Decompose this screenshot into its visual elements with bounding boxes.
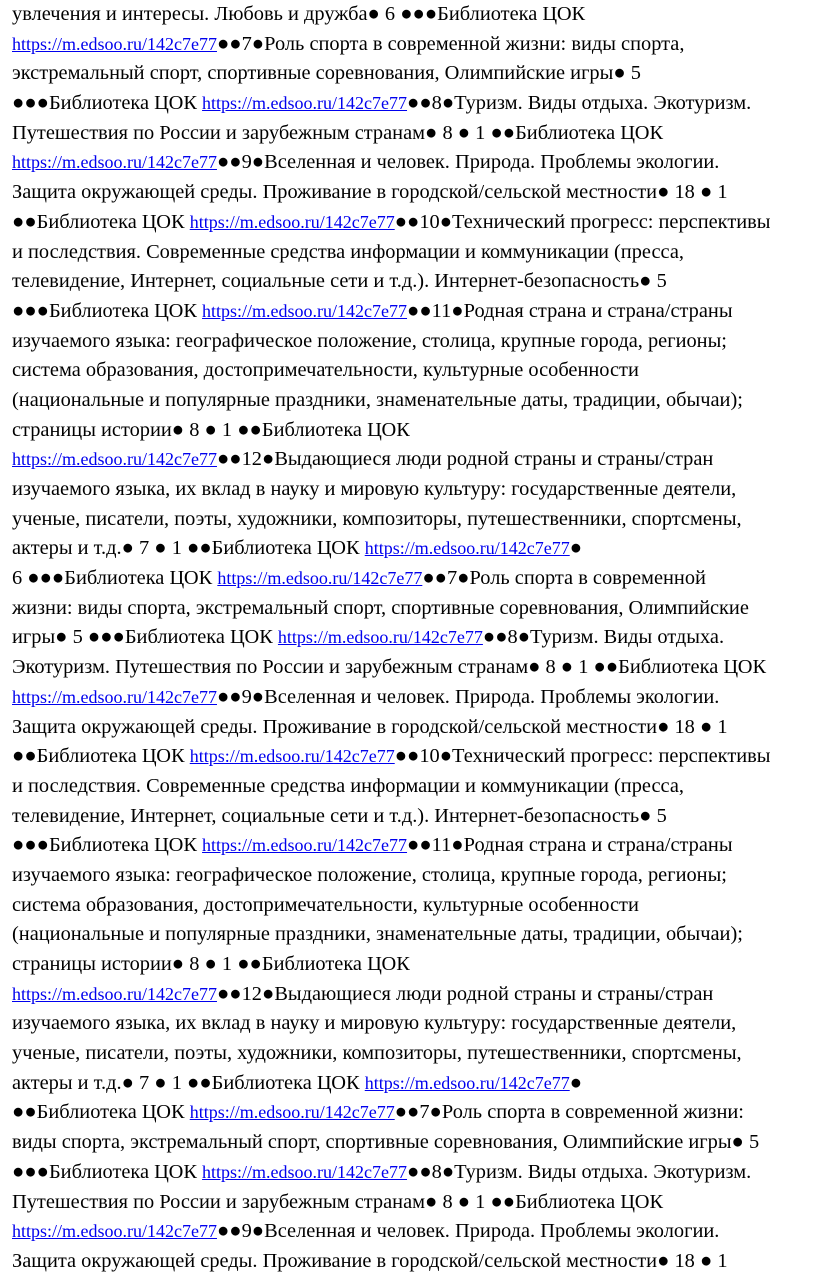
library-link[interactable]: https://m.edsoo.ru/142c7e77 [202,93,408,114]
text-line [12,445,812,475]
text-line [12,534,812,564]
text-segment: игры● 5 ●●●Библиотека ЦОК [12,626,278,649]
text-segment: ●●11●Родная страна и страна/страны [407,299,733,322]
document-body [12,0,812,1277]
text-segment: ● [569,1071,583,1094]
text-segment: ●●12●Выдающиеся люди родной страны и страны/стран [216,448,714,471]
text-segment: (национальные и популярные праздники, знаменательные даты, традиции, обычаи); [12,923,743,946]
text-segment: ученые, писатели, поэты, художники, композиторы, путешественники, спортсмены, [12,507,742,530]
text-line [12,59,812,89]
text-line [12,297,812,327]
text-segment: ●●7●Роль спорта в современной жизни: виды спорта, [216,32,685,55]
text-segment: изучаемого языка: географическое положение, столица, крупные города, регионы; [12,863,727,886]
text-segment: ●●11●Родная страна и страна/страны [407,834,733,857]
text-line [12,1247,812,1277]
text-line [12,683,812,713]
library-link[interactable]: https://m.edsoo.ru/142c7e77 [364,1072,570,1093]
text-segment: ●●9●Вселенная и человек. Природа. Проблемы экологии. [216,685,720,708]
text-line [12,1039,812,1069]
text-line [12,1098,812,1128]
text-segment: ●●8●Туризм. Виды отдыха. [482,626,725,649]
text-segment: ●●12●Выдающиеся люди родной страны и страны/стран [216,982,714,1005]
text-segment: ●●Библиотека ЦОК [12,1101,190,1124]
library-link[interactable]: https://m.edsoo.ru/142c7e77 [12,33,217,54]
text-segment: ●●●Библиотека ЦОК [12,92,203,115]
text-segment: виды спорта, экстремальный спорт, спортивные соревнования, Олимпийские игры● 5 [12,1131,760,1154]
text-line [12,950,812,980]
text-segment: (национальные и популярные праздники, знаменательные даты, традиции, обычаи); [12,388,743,411]
text-line [12,1009,812,1039]
text-segment: изучаемого языка, их вклад в науку и мировую культуру: государственные деятели, [12,1012,737,1035]
text-line [12,208,812,238]
library-link[interactable]: https://m.edsoo.ru/142c7e77 [202,1161,408,1182]
library-link[interactable]: https://m.edsoo.ru/142c7e77 [202,835,408,856]
library-link[interactable]: https://m.edsoo.ru/142c7e77 [12,152,217,173]
text-line [12,1069,812,1099]
text-segment: изучаемого языка: географическое положение, столица, крупные города, регионы; [12,329,727,352]
text-line [12,564,812,594]
text-line [12,178,812,208]
text-line [12,713,812,743]
text-segment: актеры и т.д.● 7 ● 1 ●●Библиотека ЦОК [12,1071,365,1094]
text-line [12,772,812,802]
text-segment: ● [569,537,583,560]
text-segment: ●●9●Вселенная и человек. Природа. Проблемы экологии. [216,151,720,174]
library-link[interactable]: https://m.edsoo.ru/142c7e77 [364,538,570,559]
library-link[interactable]: https://m.edsoo.ru/142c7e77 [189,1102,395,1123]
library-link[interactable]: https://m.edsoo.ru/142c7e77 [12,449,217,470]
text-line [12,831,812,861]
text-line [12,356,812,386]
library-link[interactable]: https://m.edsoo.ru/142c7e77 [189,746,395,767]
text-line [12,475,812,505]
text-line [12,267,812,297]
text-segment: экстремальный спорт, спортивные соревнования, Олимпийские игры● 5 [12,62,641,85]
text-line [12,861,812,891]
text-segment: ученые, писатели, поэты, художники, композиторы, путешественники, спортсмены, [12,1042,742,1065]
text-segment: ●●10●Технический прогресс: перспективы [394,745,771,768]
text-segment: Защита окружающей среды. Проживание в городской/сельской местности● 18 ● 1 [12,715,728,738]
text-segment: Защита окружающей среды. Проживание в городской/сельской местности● 18 ● 1 [12,1249,728,1272]
text-line [12,119,812,149]
text-segment: жизни: виды спорта, экстремальный спорт, спортивные соревнования, Олимпийские [12,596,749,619]
text-line [12,980,812,1010]
library-link[interactable]: https://m.edsoo.ru/142c7e77 [277,627,483,648]
text-segment: Путешествия по России и зарубежным странам● 8 ● 1 ●●Библиотека ЦОК [12,1190,664,1213]
text-segment: ●●7●Роль спорта в современной жизни: [394,1101,744,1124]
text-segment: ●●Библиотека ЦОК [12,745,190,768]
text-segment: и последствия. Современные средства информации и коммуникации (пресса, [12,774,684,797]
text-segment: телевидение, Интернет, социальные сети и т.д.). Интернет-безопасность● 5 [12,270,667,293]
text-line [12,505,812,535]
text-line [12,89,812,119]
text-segment: и последствия. Современные средства информации и коммуникации (пресса, [12,240,684,263]
text-segment: система образования, достопримечательности, культурные особенности [12,893,639,916]
text-segment: страницы истории● 8 ● 1 ●●Библиотека ЦОК [12,953,410,975]
text-segment: ●●8●Туризм. Виды отдыха. Экотуризм. [407,1160,752,1183]
text-line [12,1217,812,1247]
library-link[interactable]: https://m.edsoo.ru/142c7e77 [217,568,423,589]
library-link[interactable]: https://m.edsoo.ru/142c7e77 [12,686,217,707]
library-link[interactable]: https://m.edsoo.ru/142c7e77 [12,1221,217,1242]
text-line [12,742,812,772]
library-link[interactable]: https://m.edsoo.ru/142c7e77 [202,300,408,321]
text-segment: ●●8●Туризм. Виды отдыха. Экотуризм. [407,92,752,115]
text-line [12,238,812,268]
library-link[interactable]: https://m.edsoo.ru/142c7e77 [189,211,395,232]
text-segment: Защита окружающей среды. Проживание в городской/сельской местности● 18 ● 1 [12,181,728,204]
text-line [12,1188,812,1218]
text-line [12,653,812,683]
text-segment: телевидение, Интернет, социальные сети и т.д.). Интернет-безопасность● 5 [12,804,667,827]
text-line [12,0,812,30]
text-line [12,802,812,832]
text-line [12,148,812,178]
text-line [12,386,812,416]
text-line [12,327,812,357]
text-segment: Путешествия по России и зарубежным странам● 8 ● 1 ●●Библиотека ЦОК [12,121,664,144]
text-segment: актеры и т.д.● 7 ● 1 ●●Библиотека ЦОК [12,537,365,560]
text-line [12,416,812,446]
text-segment: увлечения и интересы. Любовь и дружба● 6 ●●●Библиотека ЦОК [12,3,586,25]
text-segment: система образования, достопримечательности, культурные особенности [12,359,639,382]
text-line [12,594,812,624]
text-segment: 6 ●●●Библиотека ЦОК [12,567,218,590]
text-line [12,623,812,653]
text-segment: ●●9●Вселенная и человек. Природа. Проблемы экологии. [216,1220,720,1243]
text-segment: Экотуризм. Путешествия по России и зарубежным странам● 8 ● 1 ●●Библиотека ЦОК [12,656,767,679]
text-line [12,1158,812,1188]
text-line [12,920,812,950]
text-segment: ●●Библиотека ЦОК [12,210,190,233]
text-segment: ●●10●Технический прогресс: перспективы [394,210,771,233]
text-segment: ●●●Библиотека ЦОК [12,834,203,857]
text-segment: ●●7●Роль спорта в современной [422,567,706,590]
text-segment: изучаемого языка, их вклад в науку и мировую культуру: государственные деятели, [12,478,737,500]
text-segment: ●●●Библиотека ЦОК [12,1160,203,1183]
text-segment: страницы истории● 8 ● 1 ●●Библиотека ЦОК [12,418,410,441]
text-segment: ●●●Библиотека ЦОК [12,299,203,322]
text-line [12,30,812,60]
text-line [12,1128,812,1158]
library-link[interactable]: https://m.edsoo.ru/142c7e77 [12,983,217,1004]
text-line [12,891,812,921]
